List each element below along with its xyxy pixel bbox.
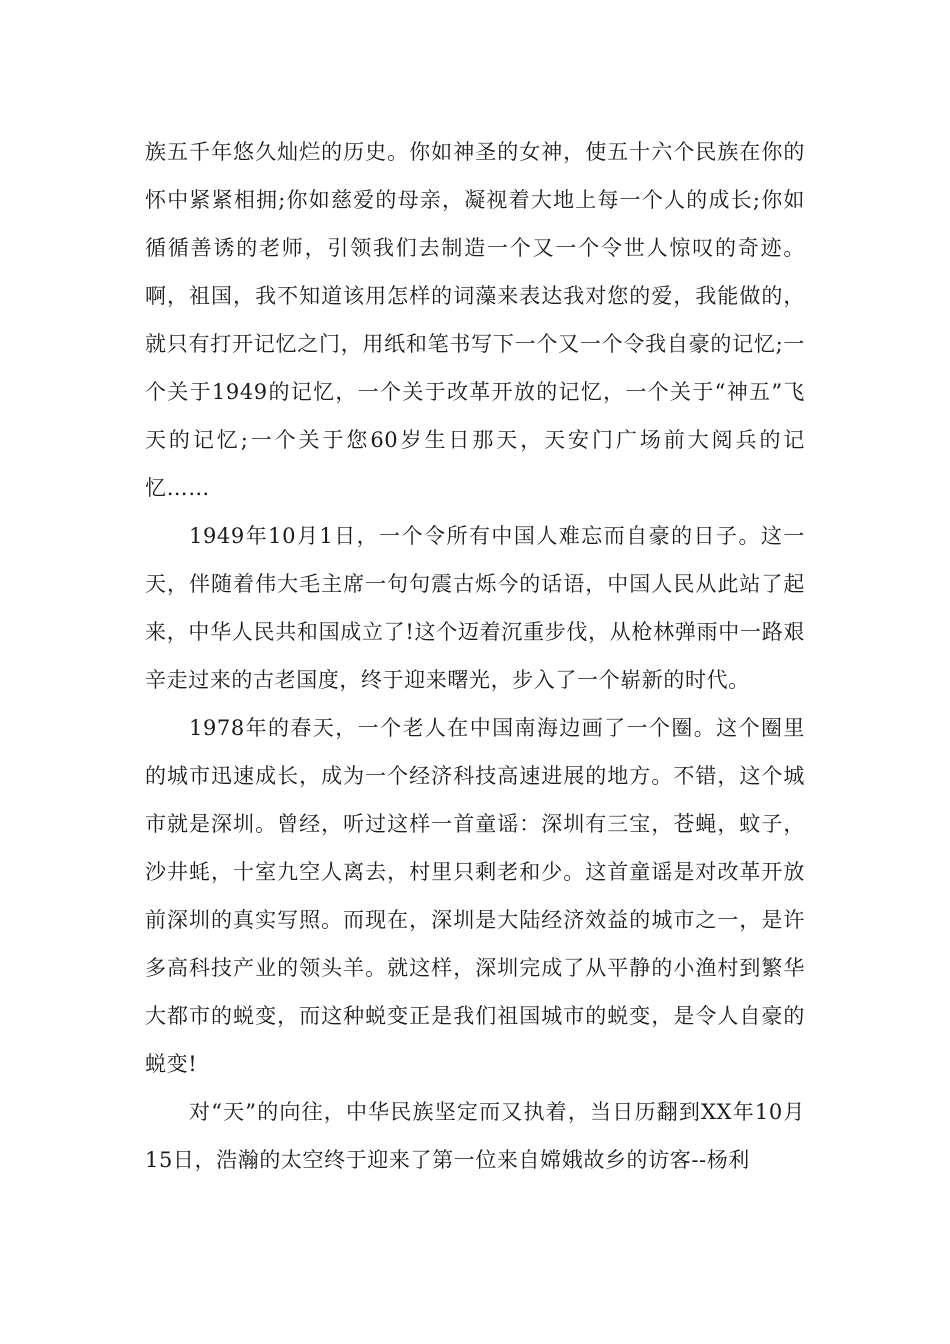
paragraph-1949: 1949年10月1日，一个令所有中国人难忘而自豪的日子。这一天，伴随着伟大毛主席一句句震古烁今的话语，中国人民从此站了起来，中华人民共和国成立了!这个迈着沉重步伐，从枪林弹雨中一路艰辛走过来的古老国度，终于迎来曙光，步入了一个崭新的时代。 [145, 524, 805, 692]
paragraph-continuation: 族五千年悠久灿烂的历史。你如神圣的女神，使五十六个民族在你的怀中紧紧相拥;你如慈爱的母亲，凝视着大地上每一个人的成长;你如循循善诱的老师，引领我们去制造一个又一个令世人惊叹的奇迹。啊，祖国，我不知道该用怎样的词藻来表达我对您的爱，我能做的，就只有打开记忆之门，用纸和笔书写下一个又一个令我自豪的记忆;一个关于1949的记忆，一个关于改革开放的记忆，一个关于“神五”飞天的记忆;一个关于您60岁生日那天，天安门广场前大阅兵的记忆…… [145, 140, 805, 500]
paragraph-1978-shenzhen: 1978年的春天，一个老人在中国南海边画了一个圈。这个圈里的城市迅速成长，成为一个经济科技高速进展的地方。不错，这个城市就是深圳。曾经，听过这样一首童谣：深圳有三宝，苍蝇，蚊子，沙井蚝，十室九空人离去，村里只剩老和少。这首童谣是对改革开放前深圳的真实写照。而现在，深圳是大陆经济效益的城市之一，是许多高科技产业的领头羊。就这样，深圳完成了从平静的小渔村到繁华大都市的蜕变，而这种蜕变正是我们祖国城市的蜕变，是令人自豪的蜕变! [145, 716, 805, 1076]
document-body [145, 128, 805, 1184]
paragraph-shenwu-space: 对“天”的向往，中华民族坚定而又执着，当日历翻到XX年10月15日，浩瀚的太空终于迎来了第一位来自嫦娥故乡的访客--杨利 [145, 1100, 805, 1172]
